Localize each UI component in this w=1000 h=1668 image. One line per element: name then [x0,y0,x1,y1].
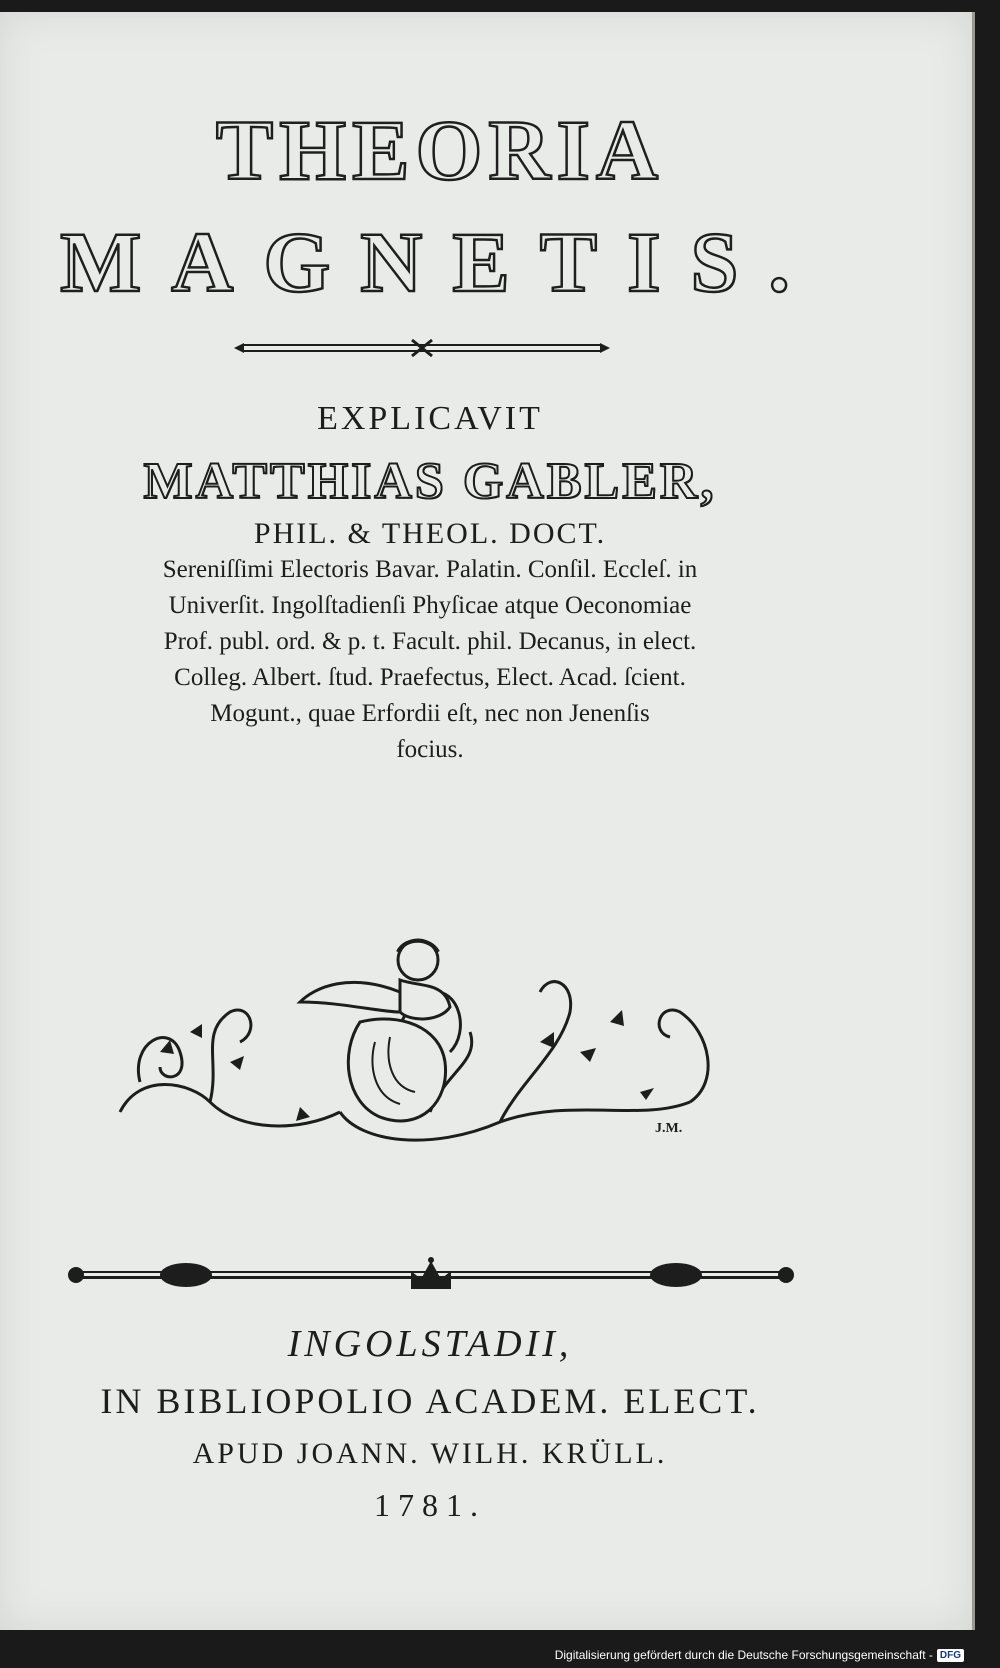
bio-line: Colleg. Albert. ſtud. Praefectus, Elect. Acad. ſcient. [174,664,686,691]
imprint-year: 1781. [374,1487,486,1523]
bio-line: Sereniſſimi Electoris Bavar. Palatin. Conſil. Eccleſ. in [162,556,698,583]
author-name: MATTHIAS GABLER, [143,453,717,510]
cherub-rococo-vignette [100,932,740,1202]
digitization-credit [555,1646,964,1664]
bio-line: Univerſit. Ingolſtadienſi Phyſicae atque Oeconomiae [168,592,692,619]
imprint-publisher-2: APUD JOANN. WILH. KRÜLL. [192,1437,668,1470]
bio-line: Prof. publ. ord. & p. t. Facult. phil. Decanus, in elect. [163,628,697,655]
bio-line: focius. [396,736,464,763]
dfg-logo: DFG [937,1649,964,1662]
explicavit-line: EXPLICAVIT [317,400,543,437]
author-biography [60,552,800,768]
vignette-signature: J.M. [655,1121,683,1136]
title-line-1: THEORIA [215,102,665,198]
bio-line: Mogunt., quae Erfordii eſt, nec non Jenenſis [210,700,650,727]
ornamental-rule-small [232,337,612,359]
author-degree: PHIL. & THEOL. DOCT. [253,517,607,550]
imprint-place: INGOLSTADII, [287,1323,573,1365]
title-line-2: MAGNETIS. [60,214,820,310]
credit-text: Digitalisierung gefördert durch die Deutsche Forschungsgemeinschaft - [554,1648,933,1662]
ornamental-rule-crown [66,1255,796,1295]
imprint-publisher-1: IN BIBLIOPOLIO ACADEM. ELECT. [100,1381,760,1421]
title-page [0,12,975,1630]
